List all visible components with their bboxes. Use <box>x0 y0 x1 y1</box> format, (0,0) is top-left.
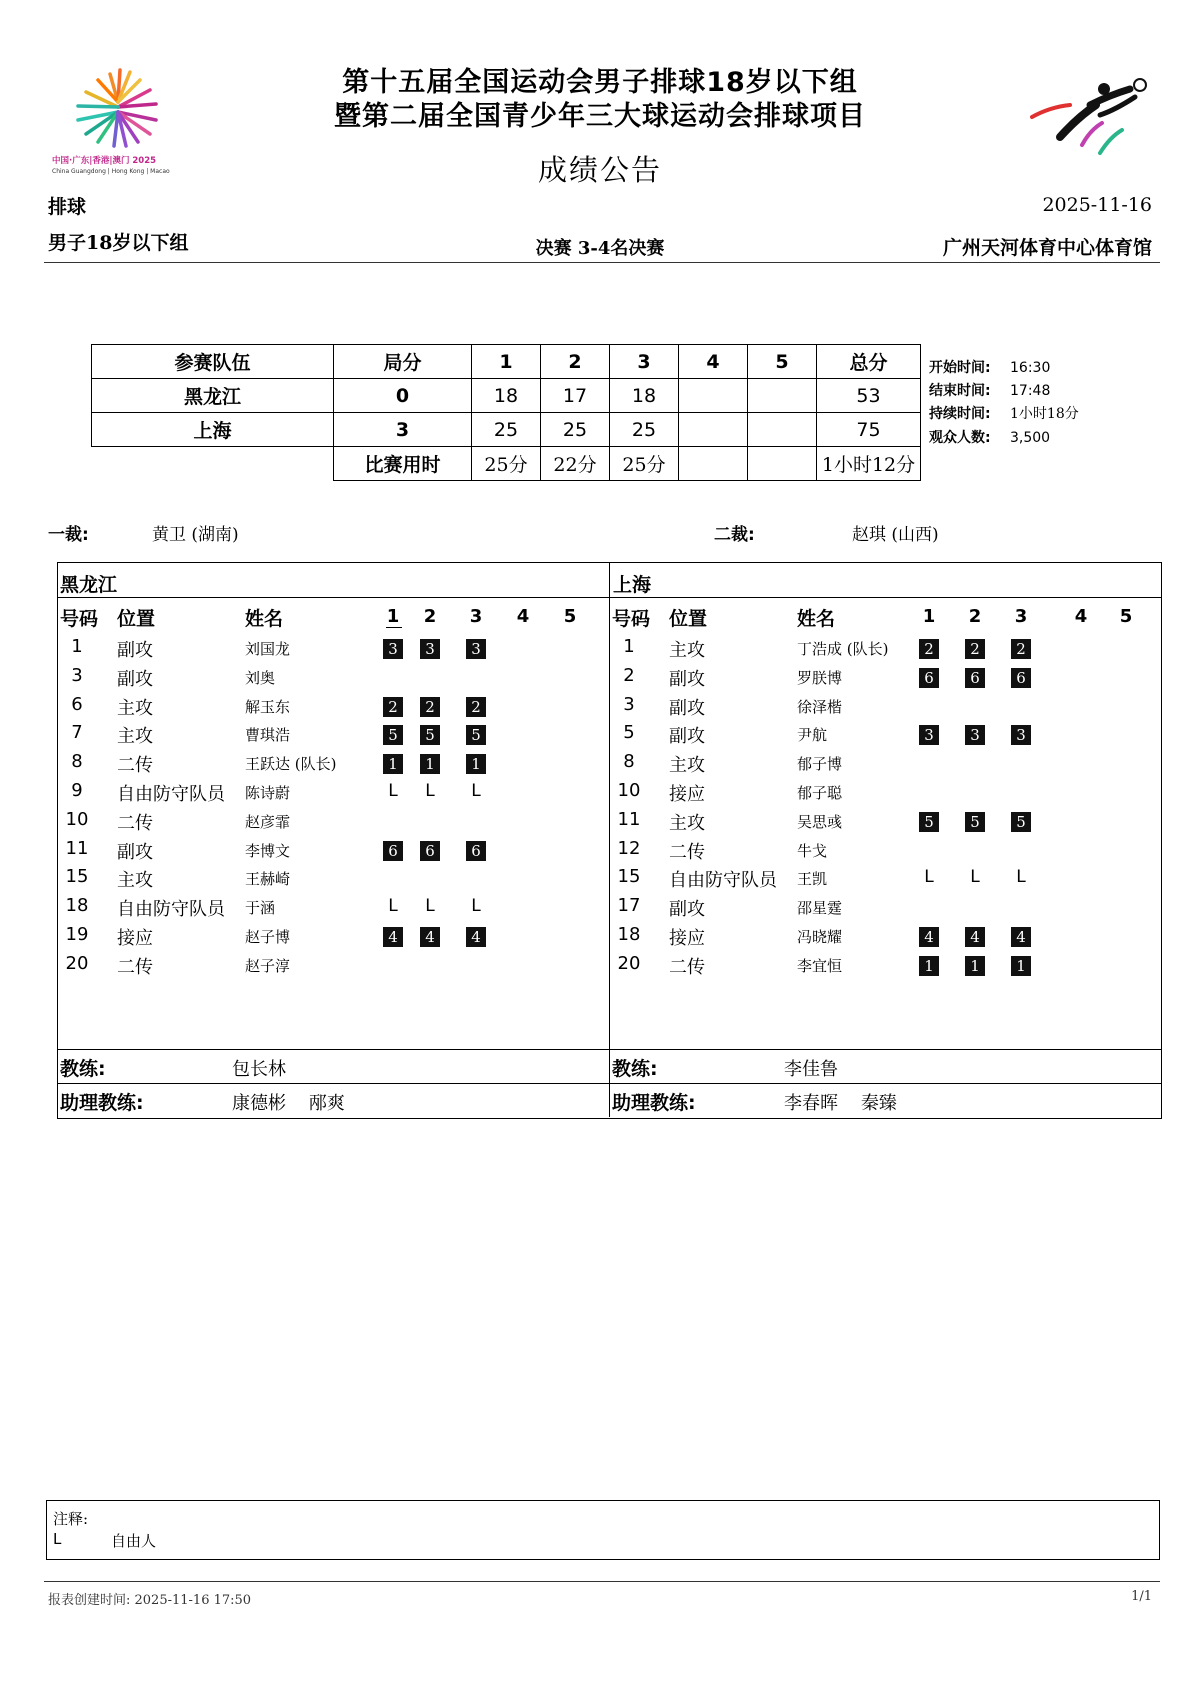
player-name: 于涵 <box>245 899 276 918</box>
second-referee-label: 二裁: <box>714 525 755 545</box>
player-position: 副攻 <box>117 640 153 661</box>
player-name: 李博文 <box>245 841 291 860</box>
col-header-number: 号码 <box>612 608 651 630</box>
sets-won: 0 <box>334 379 472 413</box>
duration-row <box>92 447 921 481</box>
player-position: 自由防守队员 <box>117 784 225 805</box>
libero-mark: L <box>970 867 980 888</box>
player-row <box>57 866 607 895</box>
category-label: 男子18岁以下组 <box>48 232 189 254</box>
starting-position-box: 1 <box>420 754 440 774</box>
player-name: 郁子聪 <box>797 784 843 802</box>
starting-position-box: 5 <box>466 725 486 745</box>
player-name: 郁子博 <box>797 755 843 774</box>
set-score: 25 <box>541 413 610 447</box>
libero-mark: L <box>1016 867 1026 888</box>
player-position: 二传 <box>669 956 705 978</box>
player-row <box>57 809 607 838</box>
starting-position-box: 5 <box>919 812 939 832</box>
info-end: 结束时间: 17:48 <box>929 383 1051 399</box>
player-number: 20 <box>617 952 641 974</box>
set-duration <box>748 447 817 481</box>
total-score: 53 <box>817 379 921 413</box>
starting-position-box: 5 <box>383 725 403 745</box>
col-header-position: 位置 <box>669 608 708 630</box>
starting-position-box: 5 <box>1011 812 1031 832</box>
player-number: 1 <box>623 636 635 657</box>
player-number: 17 <box>617 895 641 917</box>
player-position: 二传 <box>117 812 153 834</box>
starting-position-box: 6 <box>965 668 985 688</box>
starting-position-box: 1 <box>383 754 403 774</box>
player-row <box>57 694 607 723</box>
player-name: 王跃达 (队长) <box>245 755 337 774</box>
roster-divider <box>57 1083 1161 1084</box>
first-referee-label: 一裁: <box>48 525 89 545</box>
page-number: 1/1 <box>1131 1589 1152 1604</box>
title-line-1: 第十五届全国运动会男子排球18岁以下组 <box>342 67 858 98</box>
player-name: 冯晓耀 <box>797 928 843 946</box>
team-heading: 黑龙江 <box>60 574 118 596</box>
player-position: 主攻 <box>117 870 153 892</box>
player-position: 主攻 <box>669 640 705 661</box>
starting-position-box: 5 <box>965 812 985 832</box>
player-position: 接应 <box>117 928 153 949</box>
player-name: 赵子淳 <box>245 956 291 975</box>
player-row <box>57 665 607 694</box>
starting-position-box: 6 <box>420 841 440 861</box>
first-referee-value: 黄卫 (湖南) <box>152 525 239 545</box>
set-duration: 25分 <box>610 447 679 481</box>
player-position: 二传 <box>117 956 153 978</box>
player-name: 王赫崎 <box>245 870 291 889</box>
notes-title: 注释: <box>53 1510 89 1528</box>
match-date: 2025-11-16 <box>1042 194 1152 216</box>
player-row <box>609 694 1159 723</box>
title-line-3: 成绩公告 <box>537 153 662 187</box>
assistant-coach-names: 康德彬 邴爽 <box>232 1093 345 1114</box>
player-number: 7 <box>71 722 83 744</box>
player-number: 11 <box>65 837 89 859</box>
col-header-set: 3 <box>1014 606 1028 627</box>
col-header-set: 2 <box>968 606 982 627</box>
header-set-1: 1 <box>472 345 541 379</box>
team-heading: 上海 <box>613 574 652 596</box>
player-position: 副攻 <box>669 899 705 921</box>
starting-position-box: 2 <box>420 697 440 717</box>
libero-mark: L <box>425 781 435 801</box>
col-header-set: 1 <box>386 606 400 627</box>
col-header-name: 姓名 <box>245 608 284 630</box>
player-row <box>57 953 607 982</box>
starting-position-box: 2 <box>466 697 486 717</box>
player-number: 2 <box>623 664 635 686</box>
coach-name: 李佳鲁 <box>784 1059 838 1080</box>
player-name: 李宜恒 <box>797 956 843 975</box>
player-row <box>57 636 607 665</box>
starting-position-box: 2 <box>919 639 939 659</box>
player-row <box>57 838 607 867</box>
set-score <box>748 379 817 413</box>
header-divider <box>44 262 1160 263</box>
col-header-set: 4 <box>1074 606 1088 627</box>
player-position: 自由防守队员 <box>669 870 777 892</box>
player-name: 吴思彧 <box>797 812 843 831</box>
player-row <box>609 809 1159 838</box>
total-score: 75 <box>817 413 921 447</box>
set-score <box>679 379 748 413</box>
player-name: 尹航 <box>797 726 828 745</box>
player-number: 9 <box>71 780 83 801</box>
set-duration <box>679 447 748 481</box>
player-number: 10 <box>617 780 641 801</box>
player-row <box>609 780 1159 809</box>
sport-label: 排球 <box>48 196 87 218</box>
total-duration: 1小时12分 <box>817 447 921 481</box>
player-name: 陈诗蔚 <box>245 784 291 802</box>
player-number: 20 <box>65 952 89 974</box>
player-row <box>609 895 1159 924</box>
player-row <box>57 751 607 780</box>
col-header-set: 5 <box>1119 606 1133 627</box>
player-row <box>609 722 1159 751</box>
player-position: 接应 <box>669 928 705 949</box>
player-number: 8 <box>71 751 83 773</box>
player-name: 赵子博 <box>245 928 291 946</box>
set-score: 25 <box>610 413 679 447</box>
player-name: 解玉东 <box>245 697 291 716</box>
set-score <box>679 413 748 447</box>
starting-position-box: 1 <box>965 956 985 976</box>
header-set-4: 4 <box>679 345 748 379</box>
header-total: 总分 <box>817 345 921 379</box>
starting-position-box: 5 <box>420 725 440 745</box>
score-row <box>92 379 921 413</box>
col-header-set: 4 <box>516 606 530 627</box>
col-header-name: 姓名 <box>797 608 836 630</box>
starting-position-box: 3 <box>420 639 440 659</box>
player-number: 15 <box>617 866 641 888</box>
starting-position-box: 4 <box>1011 927 1031 947</box>
player-position: 副攻 <box>669 668 705 690</box>
coach-label: 教练: <box>612 1058 658 1080</box>
player-row <box>57 780 607 809</box>
logo-caption: 中国·广东|香港|澳门 2025 <box>52 156 157 166</box>
player-number: 12 <box>617 837 641 859</box>
starting-position-box: 6 <box>466 841 486 861</box>
player-position: 主攻 <box>669 812 705 834</box>
player-name: 丁浩成 (队长) <box>797 640 889 658</box>
player-row <box>609 866 1159 895</box>
starting-position-box: 3 <box>1011 725 1031 745</box>
starting-position-box: 2 <box>1011 639 1031 659</box>
player-number: 18 <box>617 924 641 945</box>
player-position: 副攻 <box>669 726 705 748</box>
starting-position-box: 4 <box>420 927 440 947</box>
team-name: 上海 <box>92 413 334 447</box>
header-set-2: 2 <box>541 345 610 379</box>
starting-position-box: 4 <box>466 927 486 947</box>
games-logo <box>50 40 185 180</box>
player-name: 邵星霆 <box>797 899 843 918</box>
player-position: 自由防守队员 <box>117 899 225 921</box>
starting-position-box: 3 <box>919 725 939 745</box>
player-number: 1 <box>71 636 83 657</box>
starting-position-box: 2 <box>383 697 403 717</box>
title-line-2: 暨第二届全国青少年三大球运动会排球项目 <box>334 101 866 132</box>
player-name: 曹琪浩 <box>245 726 291 745</box>
col-header-position: 位置 <box>117 608 156 630</box>
libero-mark: L <box>425 896 435 917</box>
libero-mark: L <box>471 896 481 917</box>
player-position: 接应 <box>669 784 705 805</box>
col-header-number: 号码 <box>60 608 99 630</box>
libero-mark: L <box>924 867 934 888</box>
info-duration: 持续时间: 1小时18分 <box>929 406 1079 422</box>
set-score: 25 <box>472 413 541 447</box>
header-set-3: 3 <box>610 345 679 379</box>
roster-divider <box>57 1049 1161 1050</box>
assistant-coach-label: 助理教练: <box>60 1092 144 1114</box>
duration-label: 比赛用时 <box>334 447 472 481</box>
coach-label: 教练: <box>60 1058 106 1080</box>
starting-position-box: 6 <box>383 841 403 861</box>
libero-mark: L <box>388 781 398 801</box>
stage-label: 决赛 3-4名决赛 <box>535 238 665 259</box>
player-number: 5 <box>623 722 635 744</box>
player-number: 19 <box>65 924 89 945</box>
player-position: 副攻 <box>669 697 705 719</box>
starting-position-box: 4 <box>383 927 403 947</box>
player-position: 主攻 <box>117 697 153 719</box>
starting-position-box: 6 <box>1011 668 1031 688</box>
assistant-coach-label: 助理教练: <box>612 1092 696 1114</box>
header-set-5: 5 <box>748 345 817 379</box>
player-row <box>57 924 607 953</box>
player-position: 主攻 <box>117 726 153 748</box>
roster-divider <box>57 597 1161 598</box>
info-start: 开始时间: 16:30 <box>929 360 1051 376</box>
starting-position-box: 6 <box>919 668 939 688</box>
score-table <box>91 344 921 481</box>
col-header-set: 1 <box>922 606 936 627</box>
player-position: 二传 <box>117 755 153 777</box>
venue-label: 广州天河体育中心体育馆 <box>942 237 1152 259</box>
volleyball-pictogram <box>1030 75 1155 155</box>
col-header-set: 3 <box>469 606 483 627</box>
header-team: 参赛队伍 <box>92 345 334 379</box>
player-number: 3 <box>71 664 83 686</box>
player-name: 罗朕博 <box>797 668 843 687</box>
libero-mark: L <box>471 781 481 801</box>
player-name: 刘奥 <box>245 668 276 687</box>
libero-mark: L <box>388 896 398 917</box>
report-created: 报表创建时间: 2025-11-16 17:50 <box>48 1593 252 1608</box>
player-position: 副攻 <box>117 841 153 863</box>
starting-position-box: 2 <box>965 639 985 659</box>
notes-description: 自由人 <box>111 1532 157 1550</box>
starting-position-box: 4 <box>965 927 985 947</box>
starting-position-box: 1 <box>1011 956 1031 976</box>
sets-won: 3 <box>334 413 472 447</box>
set-duration: 22分 <box>541 447 610 481</box>
score-header-row <box>92 345 921 379</box>
info-spectators: 观众人数: 3,500 <box>929 430 1051 446</box>
player-number: 8 <box>623 751 635 773</box>
player-number: 15 <box>65 866 89 888</box>
player-name: 赵彦霏 <box>245 812 291 831</box>
assistant-coach-names: 李春晖 秦臻 <box>784 1093 897 1114</box>
player-name: 刘国龙 <box>245 640 291 658</box>
set-header-underline <box>386 627 402 628</box>
player-row <box>57 722 607 751</box>
second-referee-value: 赵琪 (山西) <box>852 525 939 545</box>
player-number: 11 <box>617 808 641 830</box>
player-number: 6 <box>71 693 83 715</box>
player-name: 牛戈 <box>797 841 828 860</box>
player-row <box>57 895 607 924</box>
starting-position-box: 4 <box>919 927 939 947</box>
coach-name: 包长林 <box>232 1059 286 1080</box>
player-number: 3 <box>623 693 635 715</box>
col-header-set: 5 <box>563 606 577 627</box>
player-position: 二传 <box>669 841 705 863</box>
logo-caption-en: China Guangdong | Hong Kong | Macao <box>52 168 170 175</box>
player-row <box>609 665 1159 694</box>
set-score <box>748 413 817 447</box>
player-row <box>609 751 1159 780</box>
starting-position-box: 3 <box>965 725 985 745</box>
player-number: 10 <box>65 808 89 830</box>
player-row <box>609 838 1159 867</box>
player-row <box>609 924 1159 953</box>
header-sets: 局分 <box>334 345 472 379</box>
starting-position-box: 3 <box>383 639 403 659</box>
player-name: 王凯 <box>797 870 828 889</box>
player-row <box>609 636 1159 665</box>
starting-position-box: 1 <box>466 754 486 774</box>
player-position: 主攻 <box>669 755 705 777</box>
notes-box <box>46 1500 1160 1560</box>
footer-divider <box>44 1581 1160 1582</box>
set-duration: 25分 <box>472 447 541 481</box>
starting-position-box: 1 <box>919 956 939 976</box>
set-score: 18 <box>610 379 679 413</box>
score-row <box>92 413 921 447</box>
set-score: 18 <box>472 379 541 413</box>
notes-symbol: L <box>53 1530 62 1548</box>
player-name: 徐泽楷 <box>797 697 843 716</box>
col-header-set: 2 <box>423 606 437 627</box>
team-name: 黑龙江 <box>92 379 334 413</box>
player-position: 副攻 <box>117 668 153 690</box>
player-row <box>609 953 1159 982</box>
starting-position-box: 3 <box>466 639 486 659</box>
player-number: 18 <box>65 895 89 917</box>
set-score: 17 <box>541 379 610 413</box>
